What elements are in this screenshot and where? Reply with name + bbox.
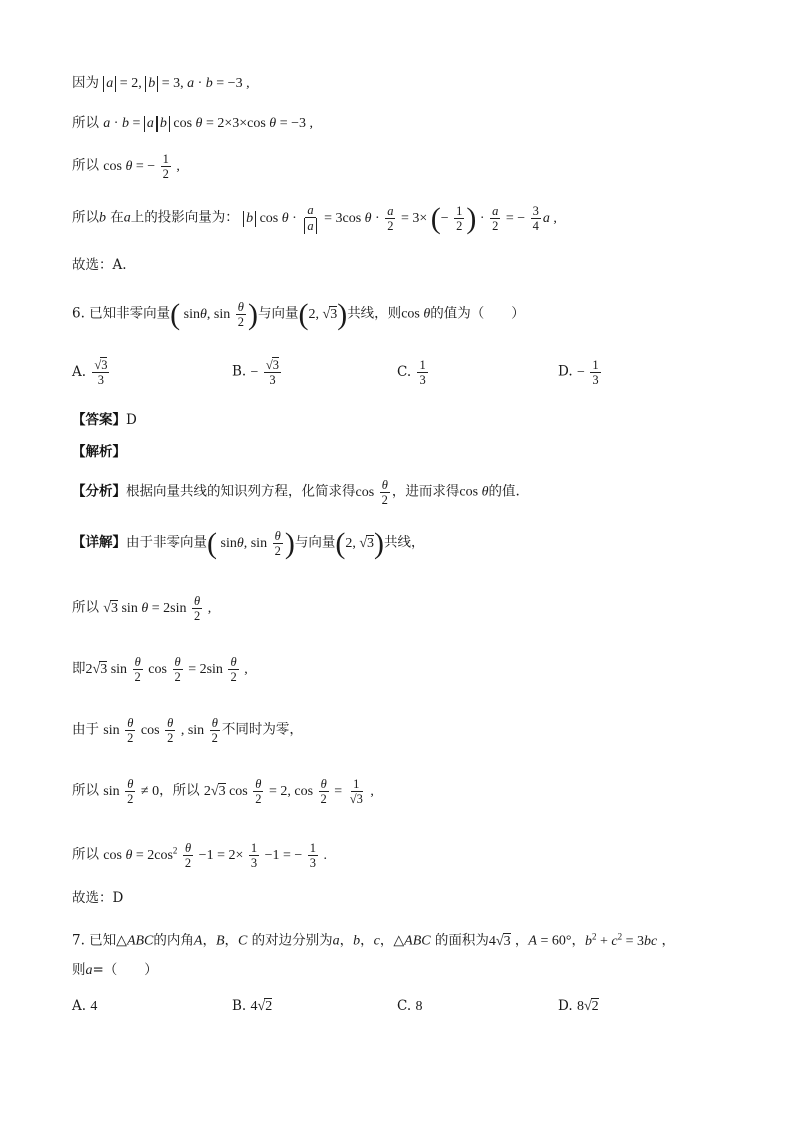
solution-line-4: 所以b 在a上的投影向量为： b cos θ · $\frac{a}{a}$ = 3cos θ · $\frac{a}{2}$ = 3× (− $\frac{1}{2}$ ) · $\frac{a}{2}$ = − $\frac{3}{4}$ a , xyxy=(72,201,557,235)
math-expression: b cos θ · $\frac{a}{a}$ = 3cos θ · $\frac{a}{2}$ = 3× (− $\frac{1}{2}$ ) · $\frac{a}{2}$ = − $\frac{3}{4}$ a , xyxy=(243,211,557,226)
solution-line-1: 因为 a = 2, b = 3, a · b = −3 , xyxy=(72,75,250,91)
question-6-stem: 6. 已知非零向量( sinθ, sin $\frac{\theta}{2}$ )与向量(2, √3)共线，则cos θ的值为（ ） xyxy=(72,297,525,331)
question-7-stem-2: 则a=（ ） xyxy=(72,962,158,978)
q7-option-c[interactable]: C. 8 xyxy=(397,998,423,1014)
step-3: 由于 sin $\frac{\theta}{2}$ cos $\frac{\theta}{2}$ , sin $\frac{\theta}{2}$ 不同时为零， xyxy=(72,716,303,745)
solution-line-3: 所以 cos θ = − $\frac{1}{2}$ , xyxy=(72,152,180,181)
conclusion-a: 故选：A. xyxy=(72,257,127,273)
step-4: 所以 sin $\frac{\theta}{2}$ ≠ 0，所以 2√3 cos $\frac{\theta}{2}$ = 2, cos $\frac{\theta}{2}$ = $\frac{1}{√3}$ , xyxy=(72,777,374,806)
solution-line-2: 所以 a · b = a b cos θ = 2×3×cos θ = −3 , xyxy=(72,115,313,131)
math-expression: a · b = a b cos θ = 2×3×cos θ = −3 , xyxy=(103,116,313,131)
step-5: 所以 $\cos \theta = 2\cos^2$ $\frac{\theta}{2}$ −1 = 2× $\frac{1}{3}$ −1 = − $\frac{1}{3}$ . xyxy=(72,840,328,870)
q7-option-d[interactable]: D. 8√2 xyxy=(558,998,599,1014)
conclusion-d: 故选：D xyxy=(72,890,124,906)
detail-line: 【详解】由于非零向量( sinθ, sin $\frac{\theta}{2}$ )与向量(2, √3)共线， xyxy=(72,526,425,560)
answer-value: D xyxy=(126,412,137,428)
option-c[interactable]: C. $\frac{1}{3}$ xyxy=(397,358,426,387)
option-a[interactable]: A. $\frac{√3}{3}$ xyxy=(72,358,108,387)
option-d[interactable]: D. − $\frac{1}{3}$ xyxy=(558,358,599,387)
step-2: 即2√3 sin $\frac{\theta}{2}$ cos $\frac{\theta}{2}$ = 2sin $\frac{\theta}{2}$ , xyxy=(72,655,248,684)
math-expression: cos θ = − $\frac{1}{2}$ , xyxy=(103,152,180,181)
q7-option-a[interactable]: A. 4 xyxy=(72,998,98,1014)
analysis-line: 【分析】根据向量共线的知识列方程，化简求得cos $\frac{\theta}{2}$ ，进而求得cos θ的值. xyxy=(72,478,520,507)
q7-option-b[interactable]: B. 4√2 xyxy=(232,998,273,1014)
answer-line: 【答案】D xyxy=(72,412,137,428)
option-b[interactable]: B. − $\frac{√3}{3}$ xyxy=(232,358,280,387)
analysis-tag: 【解析】 xyxy=(72,444,126,460)
step-1: 所以 √3 sin θ = 2sin $\frac{\theta}{2}$ , xyxy=(72,594,212,623)
math-expression: a = 2, b = 3, a · b = −3 , xyxy=(103,76,249,91)
question-7-stem-1: 7. 已知△ABC的内角A，B，C 的对边分别为a，b，c，△ABC 的面积为4√3 ，A = 60°，$b^2 + c^2 = 3bc$ ， xyxy=(72,931,675,949)
